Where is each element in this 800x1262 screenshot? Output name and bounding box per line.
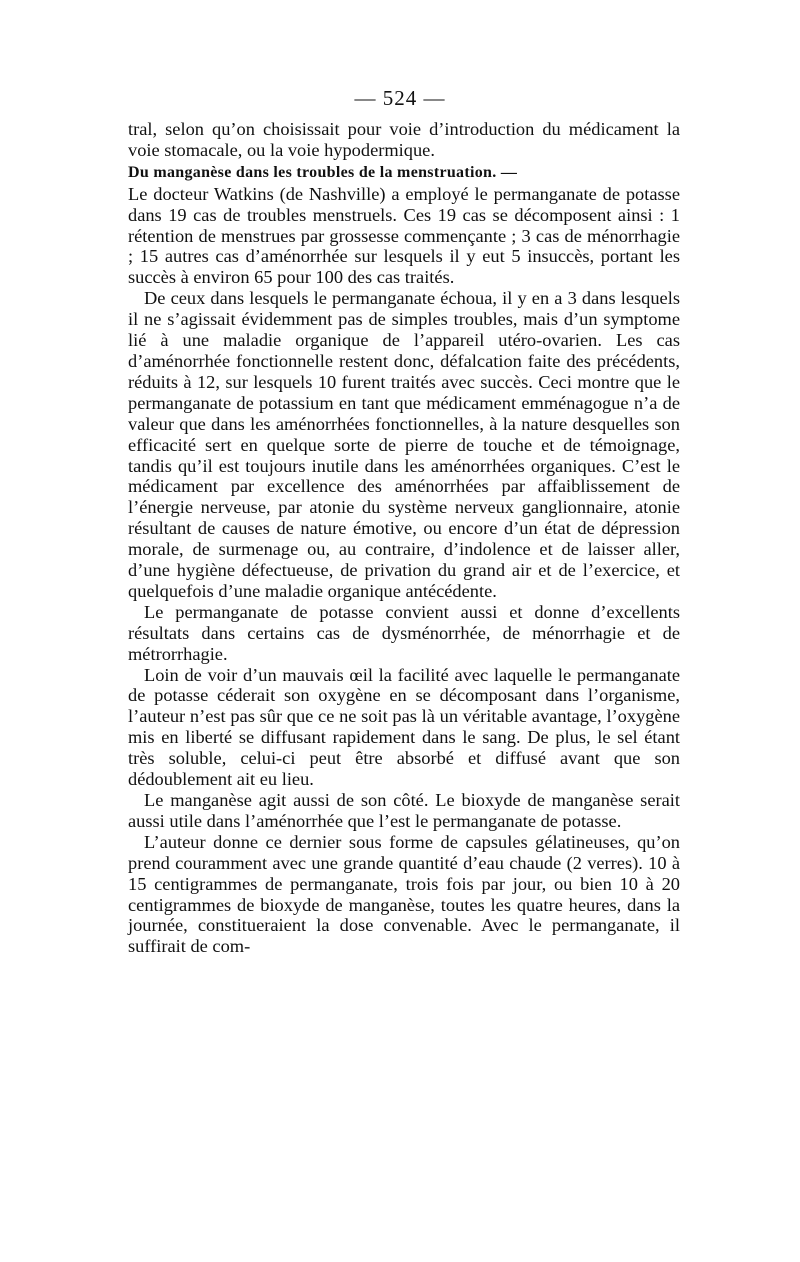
- section-heading: Du manganèse dans les troubles de la menstruation. —: [128, 163, 518, 181]
- paragraph: Le permanganate de potasse convient aussi et donne d’excellents résultats dans certains cas de dysménorrhée, de ménorrhagie et de métrorrhagie.: [128, 601, 680, 664]
- paragraph: Le manganèse agit aussi de son côté. Le bioxyde de manganèse serait aussi utile dans l’aménorrhée que l’est le permanganate de potasse.: [128, 790, 680, 831]
- section-paragraph-text: Le docteur Watkins (de Nashville) a employé le permanganate de potasse dans 19 cas de troubles menstruels. Ces 19 cas se décomposent ainsi : 1 rétention de menstrues par grossesse commençante ; 3 cas de ménorrhagie ; 15 autres cas d’aménorrhée sur lesquels il y eut 5 insuccès, portant les succès à environ 65 pour 100 des cas traités.: [128, 183, 680, 288]
- paragraph: Loin de voir d’un mauvais œil la facilité avec laquelle le permanganate de potasse céderait son oxygène en se décomposant dans l’organisme, l’auteur n’est pas sûr que ce ne soit pas là un véritable avantage, l’oxygène mis en liberté se diffusant rapidement dans le sang. De plus, le sel étant très soluble, celui-ci peut être absorbé et diffusé avant que son dédoublement ait eu lieu.: [128, 664, 680, 790]
- page-number: — 524 —: [354, 86, 446, 110]
- section-paragraph: [128, 161, 680, 288]
- paragraph: De ceux dans lesquels le permanganate échoua, il y en a 3 dans lesquels il ne s’agissait évidemment pas de simples troubles, mais d’un symptome lié à une maladie organique de l’appareil utéro-ovarien. Les cas d’aménorrhée fonctionnelle restent donc, défalcation faite des précédents, réduits à 12, sur lesquels 10 furent traités avec succès. Ceci montre que le permanganate de potassium en tant que médicament emménagogue n’a de valeur que dans les aménorrhées fonctionnelles, à la nature desquelles son efficacité sert en quelque sorte de pierre de touche et de témoignage, tandis qu’il est toujours inutile dans les aménorrhées organiques. C’est le médicament par excellence des aménorrhées par affaiblissement de l’énergie nerveuse, par atonie du système nerveux ganglionnaire, atonie résultant de causes de nature émotive, ou encore d’un état de dépression morale, de surmenage ou, au contraire, d’indolence et de laisser aller, d’une hygiène défectueuse, de privation du grand air et de l’exercice, et quelquefois d’une maladie organique antécédente.: [128, 288, 680, 601]
- paragraph: L’auteur donne ce dernier sous forme de capsules gélatineuses, qu’on prend couramment avec une grande quantité d’eau chaude (2 verres). 10 à 15 centigrammes de permanganate, trois fois par jour, ou bien 10 à 20 centigrammes de bioxyde de manganèse, toutes les quatre heures, dans la journée, constitueraient la dose convenable. Avec le permanganate, il suffirait de com-: [128, 831, 680, 957]
- paragraph-continuation: tral, selon qu’on choisissait pour voie d’introduction du médicament la voie stomacale, ou la voie hypodermique.: [128, 119, 680, 160]
- body-text: [128, 119, 680, 957]
